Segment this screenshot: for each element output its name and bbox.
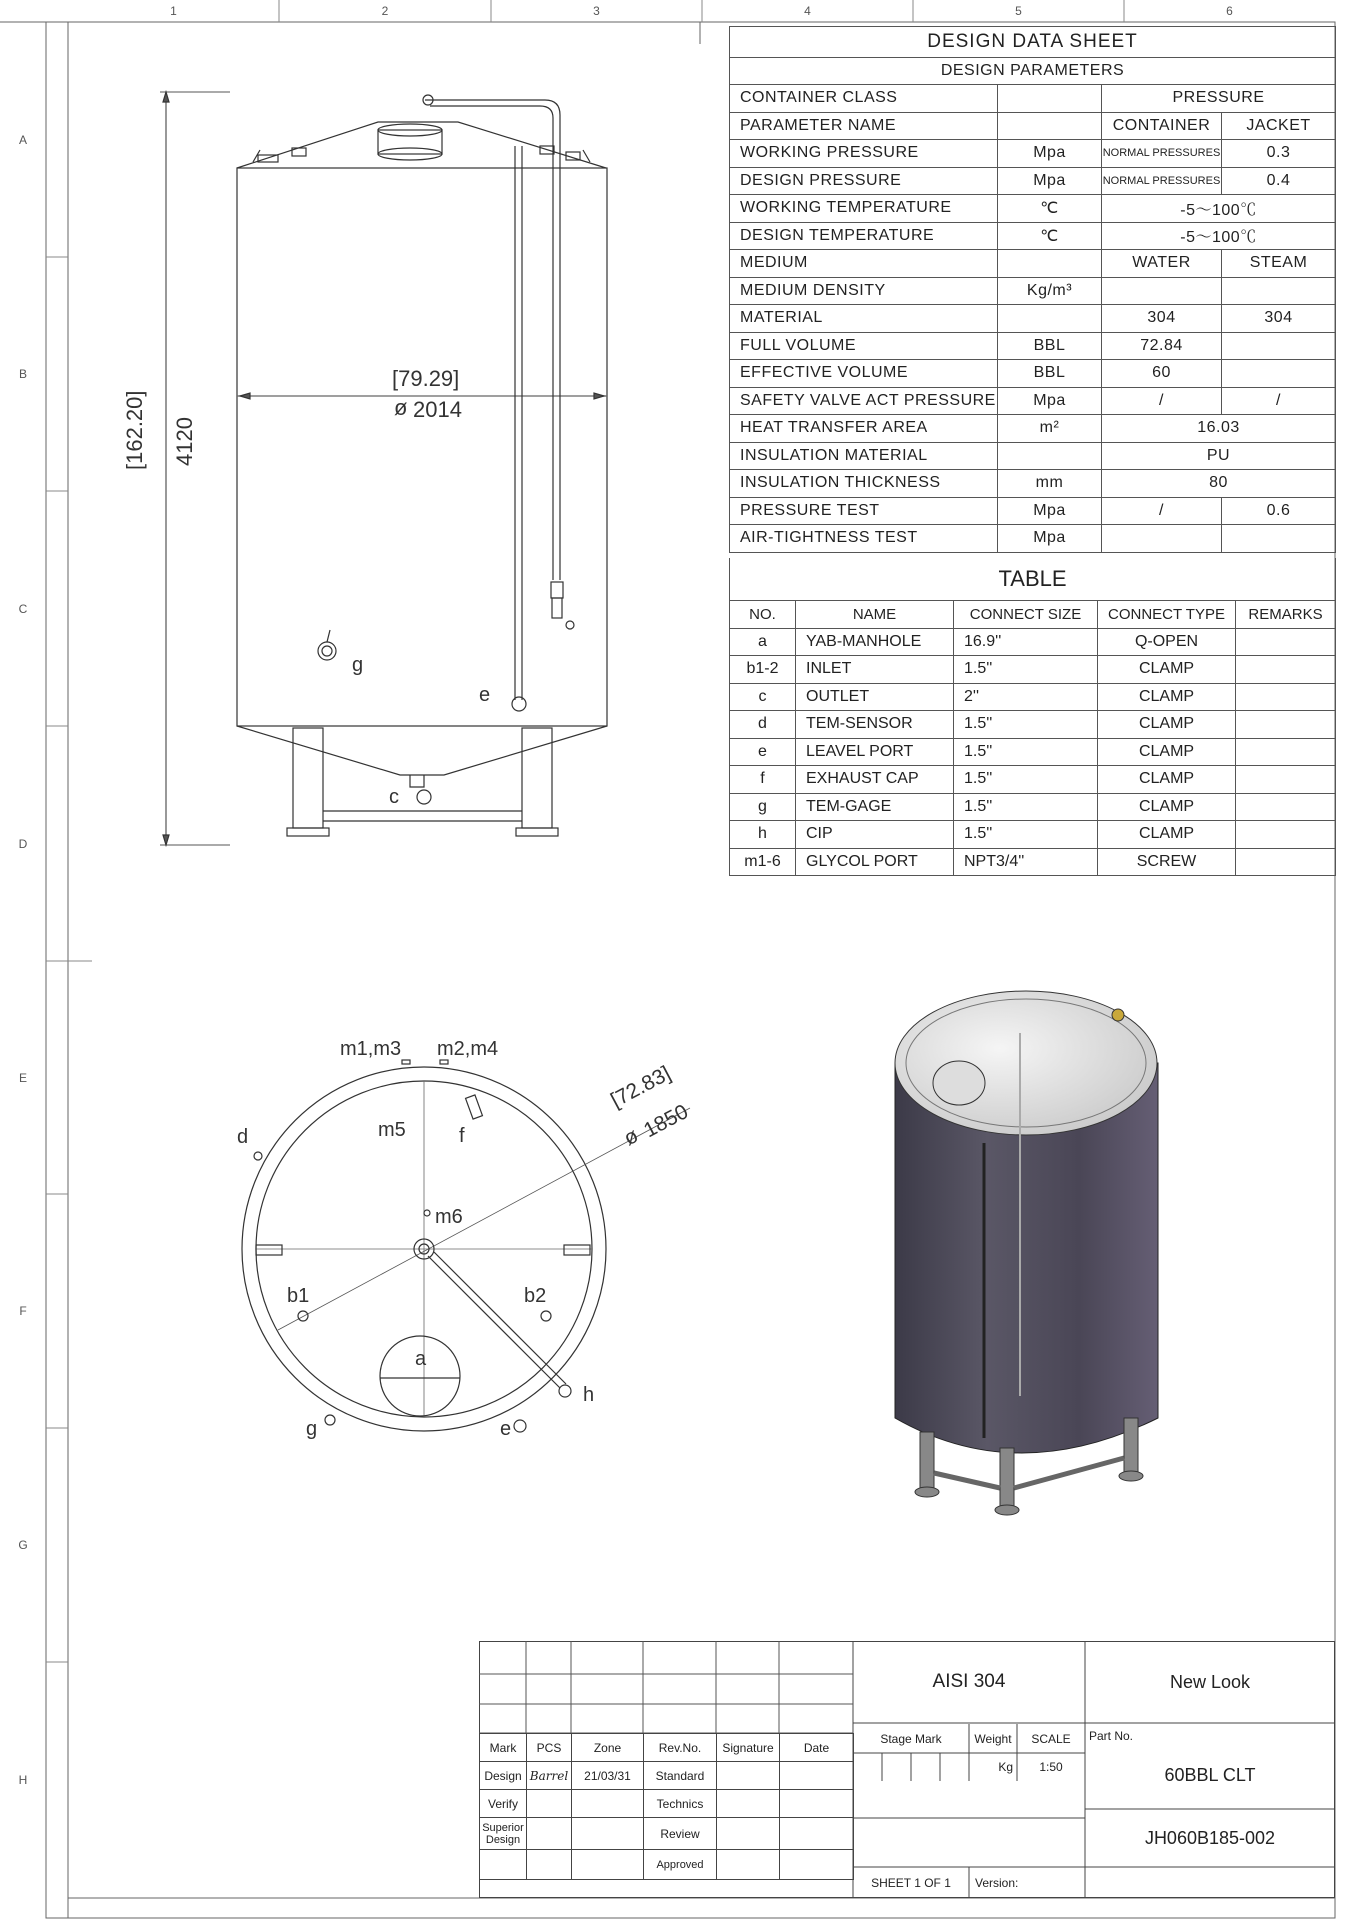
- connection-cell: h: [730, 821, 796, 849]
- jacket-value: 0.3: [1222, 140, 1336, 168]
- design-label: Design: [480, 1762, 527, 1790]
- dds-row: [730, 222, 1336, 250]
- connection-cell: INLET: [796, 656, 954, 684]
- connection-cell: CLAMP: [1098, 683, 1236, 711]
- connection-cell: EXHAUST CAP: [796, 766, 954, 794]
- material-label: AISI 304: [932, 1671, 1006, 1692]
- connection-header-cell: NAME: [796, 601, 954, 629]
- dds-row: [730, 415, 1336, 443]
- weight-label: Weight: [974, 1731, 1012, 1746]
- scale-value: 1:50: [1039, 1760, 1063, 1774]
- parameter-unit: [998, 85, 1102, 113]
- parameter-value: 16.03: [1102, 415, 1336, 443]
- dds-row: [730, 305, 1336, 333]
- parameter-name: PARAMETER NAME: [730, 112, 998, 140]
- stage-mark-label: Stage Mark: [880, 1731, 942, 1746]
- top-label-d: d: [237, 1126, 249, 1148]
- parameter-value: PRESSURE: [1102, 85, 1336, 113]
- connection-cell: [1236, 848, 1336, 876]
- zone-row-d: D: [18, 836, 28, 851]
- container-value: CONTAINER: [1102, 112, 1222, 140]
- parameter-unit: Mpa: [998, 167, 1102, 195]
- connection-cell: CLAMP: [1098, 711, 1236, 739]
- parameter-name: MATERIAL: [730, 305, 998, 333]
- connection-cell: [1236, 656, 1336, 684]
- parameter-unit: Mpa: [998, 525, 1102, 553]
- connection-cell: CLAMP: [1098, 738, 1236, 766]
- front-height-mm: 4120: [172, 417, 197, 466]
- connection-cell: YAB-MANHOLE: [796, 628, 954, 656]
- parameter-name: CONTAINER CLASS: [730, 85, 998, 113]
- title-block-header-cell: PCS: [527, 1734, 572, 1762]
- container-value: NORMAL PRESSURES: [1102, 140, 1222, 168]
- front-label-c: c: [389, 786, 399, 808]
- dds-row: [730, 112, 1336, 140]
- connection-cell: 1.5'': [954, 793, 1098, 821]
- connection-cell: a: [730, 628, 796, 656]
- tank-front-view: [120, 80, 640, 860]
- connection-cell: b1-2: [730, 656, 796, 684]
- dds-row: [730, 250, 1336, 278]
- part-no-value: 60BBL CLT: [1164, 1764, 1256, 1785]
- technics-label: Technics: [644, 1790, 717, 1818]
- zone-row-g: G: [18, 1538, 28, 1552]
- parameter-name: INSULATION THICKNESS: [730, 470, 998, 498]
- connection-header-cell: NO.: [730, 601, 796, 629]
- connection-cell: c: [730, 683, 796, 711]
- tank-isometric-render: [880, 978, 1170, 1538]
- connection-header-cell: CONNECT SIZE: [954, 601, 1098, 629]
- zone-row-e: E: [18, 1070, 27, 1085]
- connection-cell: [1236, 738, 1336, 766]
- connection-cell: SCREW: [1098, 848, 1236, 876]
- top-diameter-inch: [72.83]: [607, 1061, 675, 1113]
- connection-cell: e: [730, 738, 796, 766]
- parameter-name: WORKING TEMPERATURE: [730, 195, 998, 223]
- parameter-unit: ℃: [998, 195, 1102, 223]
- container-value: /: [1102, 387, 1222, 415]
- connection-row: [730, 683, 1336, 711]
- parameter-name: DESIGN TEMPERATURE: [730, 222, 998, 250]
- connection-cell: CIP: [796, 821, 954, 849]
- jacket-value: 304: [1222, 305, 1336, 333]
- connection-row: [730, 821, 1336, 849]
- top-label-a: a: [415, 1348, 427, 1370]
- container-value: 304: [1102, 305, 1222, 333]
- container-value: 60: [1102, 360, 1222, 388]
- connection-table-title: TABLE: [730, 558, 1336, 601]
- dds-row: [730, 277, 1336, 305]
- front-diameter-symbol-icon: ø: [394, 395, 408, 420]
- jacket-value: [1222, 332, 1336, 360]
- dds-row: [730, 470, 1336, 498]
- title-block-header-cell: Signature: [717, 1734, 780, 1762]
- zone-col-4: 4: [804, 4, 811, 18]
- connection-cell: f: [730, 766, 796, 794]
- connection-cell: CLAMP: [1098, 766, 1236, 794]
- parameter-unit: BBL: [998, 332, 1102, 360]
- connection-cell: 2'': [954, 683, 1098, 711]
- connection-cell: NPT3/4'': [954, 848, 1098, 876]
- connection-cell: [1236, 711, 1336, 739]
- connection-cell: 1.5'': [954, 656, 1098, 684]
- top-label-b1: b1: [287, 1285, 310, 1307]
- version-label: Version:: [975, 1875, 1019, 1890]
- connection-cell: TEM-SENSOR: [796, 711, 954, 739]
- dds-row: [730, 332, 1336, 360]
- connection-row: [730, 711, 1336, 739]
- connection-cell: m1-6: [730, 848, 796, 876]
- container-value: /: [1102, 497, 1222, 525]
- top-label-m6: m6: [435, 1206, 463, 1228]
- parameter-name: MEDIUM DENSITY: [730, 277, 998, 305]
- parameter-value: -5～100℃: [1102, 195, 1336, 223]
- title-block-header-cell: Mark: [480, 1734, 527, 1762]
- connection-row: [730, 656, 1336, 684]
- title-block-header-cell: Zone: [572, 1734, 644, 1762]
- dds-row: [730, 195, 1336, 223]
- connection-cell: LEAVEL PORT: [796, 738, 954, 766]
- dds-row: [730, 167, 1336, 195]
- container-value: 72.84: [1102, 332, 1222, 360]
- top-label-m5: m5: [378, 1119, 406, 1141]
- company-name: New Look: [1169, 1671, 1251, 1692]
- parameter-value: -5～100℃: [1102, 222, 1336, 250]
- parameter-name: AIR-TIGHTNESS TEST: [730, 525, 998, 553]
- top-label-b2: b2: [524, 1285, 547, 1307]
- drawing-number: JH060B185-002: [1144, 1827, 1276, 1848]
- dds-row: [730, 360, 1336, 388]
- zone-row-f: F: [19, 1304, 27, 1318]
- jacket-value: [1222, 360, 1336, 388]
- dds-row: [730, 387, 1336, 415]
- jacket-value: 0.4: [1222, 167, 1336, 195]
- dds-row: [730, 497, 1336, 525]
- parameter-value: PU: [1102, 442, 1336, 470]
- parameter-unit: mm: [998, 470, 1102, 498]
- parameter-name: HEAT TRANSFER AREA: [730, 415, 998, 443]
- scale-label: SCALE: [1031, 1731, 1071, 1746]
- connection-row: [730, 738, 1336, 766]
- connection-cell: 1.5'': [954, 821, 1098, 849]
- part-no-label: Part No.: [1089, 1729, 1134, 1743]
- top-diameter-symbol-icon: ø: [620, 1123, 643, 1151]
- parameter-name: PRESSURE TEST: [730, 497, 998, 525]
- container-value: NORMAL PRESSURES: [1102, 167, 1222, 195]
- connection-cell: CLAMP: [1098, 793, 1236, 821]
- container-value: [1102, 525, 1222, 553]
- verify-label: Verify: [480, 1790, 527, 1818]
- parameter-name: SAFETY VALVE ACT PRESSURE: [730, 387, 998, 415]
- front-diameter-mm: 2014: [413, 397, 462, 422]
- sheet-label: SHEET 1 OF 1: [871, 1875, 951, 1890]
- jacket-value: /: [1222, 387, 1336, 415]
- jacket-value: STEAM: [1222, 250, 1336, 278]
- parameter-unit: Kg/m³: [998, 277, 1102, 305]
- parameter-unit: BBL: [998, 360, 1102, 388]
- zone-col-3: 3: [593, 4, 600, 18]
- connection-cell: GLYCOL PORT: [796, 848, 954, 876]
- parameter-name: FULL VOLUME: [730, 332, 998, 360]
- superior-design-label: Superior Design: [480, 1818, 527, 1850]
- connection-cell: [1236, 683, 1336, 711]
- parameter-name: EFFECTIVE VOLUME: [730, 360, 998, 388]
- top-label-m1-m3: m1,m3: [340, 1038, 402, 1060]
- parameter-unit: ℃: [998, 222, 1102, 250]
- connection-cell: 16.9'': [954, 628, 1098, 656]
- connection-cell: [1236, 821, 1336, 849]
- connection-cell: TEM-GAGE: [796, 793, 954, 821]
- parameter-name: INSULATION MATERIAL: [730, 442, 998, 470]
- connection-cell: 1.5'': [954, 711, 1098, 739]
- parameter-name: MEDIUM: [730, 250, 998, 278]
- zone-row-a: A: [18, 132, 27, 147]
- top-label-h: h: [583, 1384, 595, 1406]
- connection-cell: Q-OPEN: [1098, 628, 1236, 656]
- design-date: 21/03/31: [572, 1762, 644, 1790]
- container-value: [1102, 277, 1222, 305]
- connection-cell: 1.5'': [954, 766, 1098, 794]
- standard-label: Standard: [644, 1762, 717, 1790]
- front-diameter-inch: [79.29]: [392, 366, 460, 391]
- dds-row: [730, 442, 1336, 470]
- zone-row-h: H: [18, 1773, 28, 1787]
- jacket-value: [1222, 277, 1336, 305]
- title-block: [479, 1641, 1335, 1898]
- design-data-sheet-title: DESIGN DATA SHEET: [730, 27, 1336, 58]
- top-diameter-mm: 1850: [640, 1100, 693, 1143]
- top-label-g: g: [306, 1418, 318, 1440]
- container-value: WATER: [1102, 250, 1222, 278]
- parameter-name: WORKING PRESSURE: [730, 140, 998, 168]
- connection-cell: OUTLET: [796, 683, 954, 711]
- parameter-unit: [998, 250, 1102, 278]
- connection-cell: CLAMP: [1098, 656, 1236, 684]
- approved-label: Approved: [644, 1850, 717, 1880]
- review-label: Review: [644, 1818, 717, 1850]
- parameter-value: 80: [1102, 470, 1336, 498]
- connection-cell: d: [730, 711, 796, 739]
- zone-col-6: 6: [1226, 4, 1233, 18]
- top-label-m2-m4: m2,m4: [437, 1038, 499, 1060]
- parameter-unit: [998, 112, 1102, 140]
- connection-row: [730, 793, 1336, 821]
- top-label-e: e: [500, 1418, 512, 1440]
- connection-header-cell: REMARKS: [1236, 601, 1336, 629]
- title-block-header-cell: Date: [780, 1734, 854, 1762]
- dds-row: [730, 525, 1336, 553]
- design-data-sheet: [729, 26, 1335, 553]
- zone-row-b: B: [18, 367, 27, 381]
- design-signature: Barrel: [527, 1762, 572, 1790]
- design-parameters-title: DESIGN PARAMETERS: [730, 58, 1336, 85]
- zone-col-2: 2: [381, 4, 389, 18]
- connection-cell: g: [730, 793, 796, 821]
- weight-unit: Kg: [998, 1760, 1013, 1774]
- zone-col-1: 1: [170, 4, 177, 18]
- jacket-value: JACKET: [1222, 112, 1336, 140]
- connection-cell: [1236, 766, 1336, 794]
- zone-col-5: 5: [1015, 4, 1022, 18]
- parameter-unit: Mpa: [998, 497, 1102, 525]
- parameter-unit: [998, 442, 1102, 470]
- front-height-inch: [162.20]: [122, 390, 147, 470]
- parameter-unit: [998, 305, 1102, 333]
- front-label-e: e: [479, 684, 491, 706]
- dds-row: [730, 85, 1336, 113]
- connection-cell: [1236, 793, 1336, 821]
- connection-row: [730, 628, 1336, 656]
- front-label-g: g: [352, 654, 364, 676]
- zone-row-c: C: [18, 601, 28, 616]
- title-block-header-cell: Rev.No.: [644, 1734, 717, 1762]
- connection-row: [730, 848, 1336, 876]
- jacket-value: 0.6: [1222, 497, 1336, 525]
- connection-cell: [1236, 628, 1336, 656]
- top-label-f: f: [459, 1125, 465, 1147]
- connection-table: [729, 558, 1335, 876]
- parameter-name: DESIGN PRESSURE: [730, 167, 998, 195]
- parameter-unit: Mpa: [998, 387, 1102, 415]
- parameter-unit: Mpa: [998, 140, 1102, 168]
- dds-row: [730, 140, 1336, 168]
- jacket-value: [1222, 525, 1336, 553]
- connection-header-cell: CONNECT TYPE: [1098, 601, 1236, 629]
- connection-cell: 1.5'': [954, 738, 1098, 766]
- parameter-unit: m²: [998, 415, 1102, 443]
- connection-cell: CLAMP: [1098, 821, 1236, 849]
- connection-row: [730, 766, 1336, 794]
